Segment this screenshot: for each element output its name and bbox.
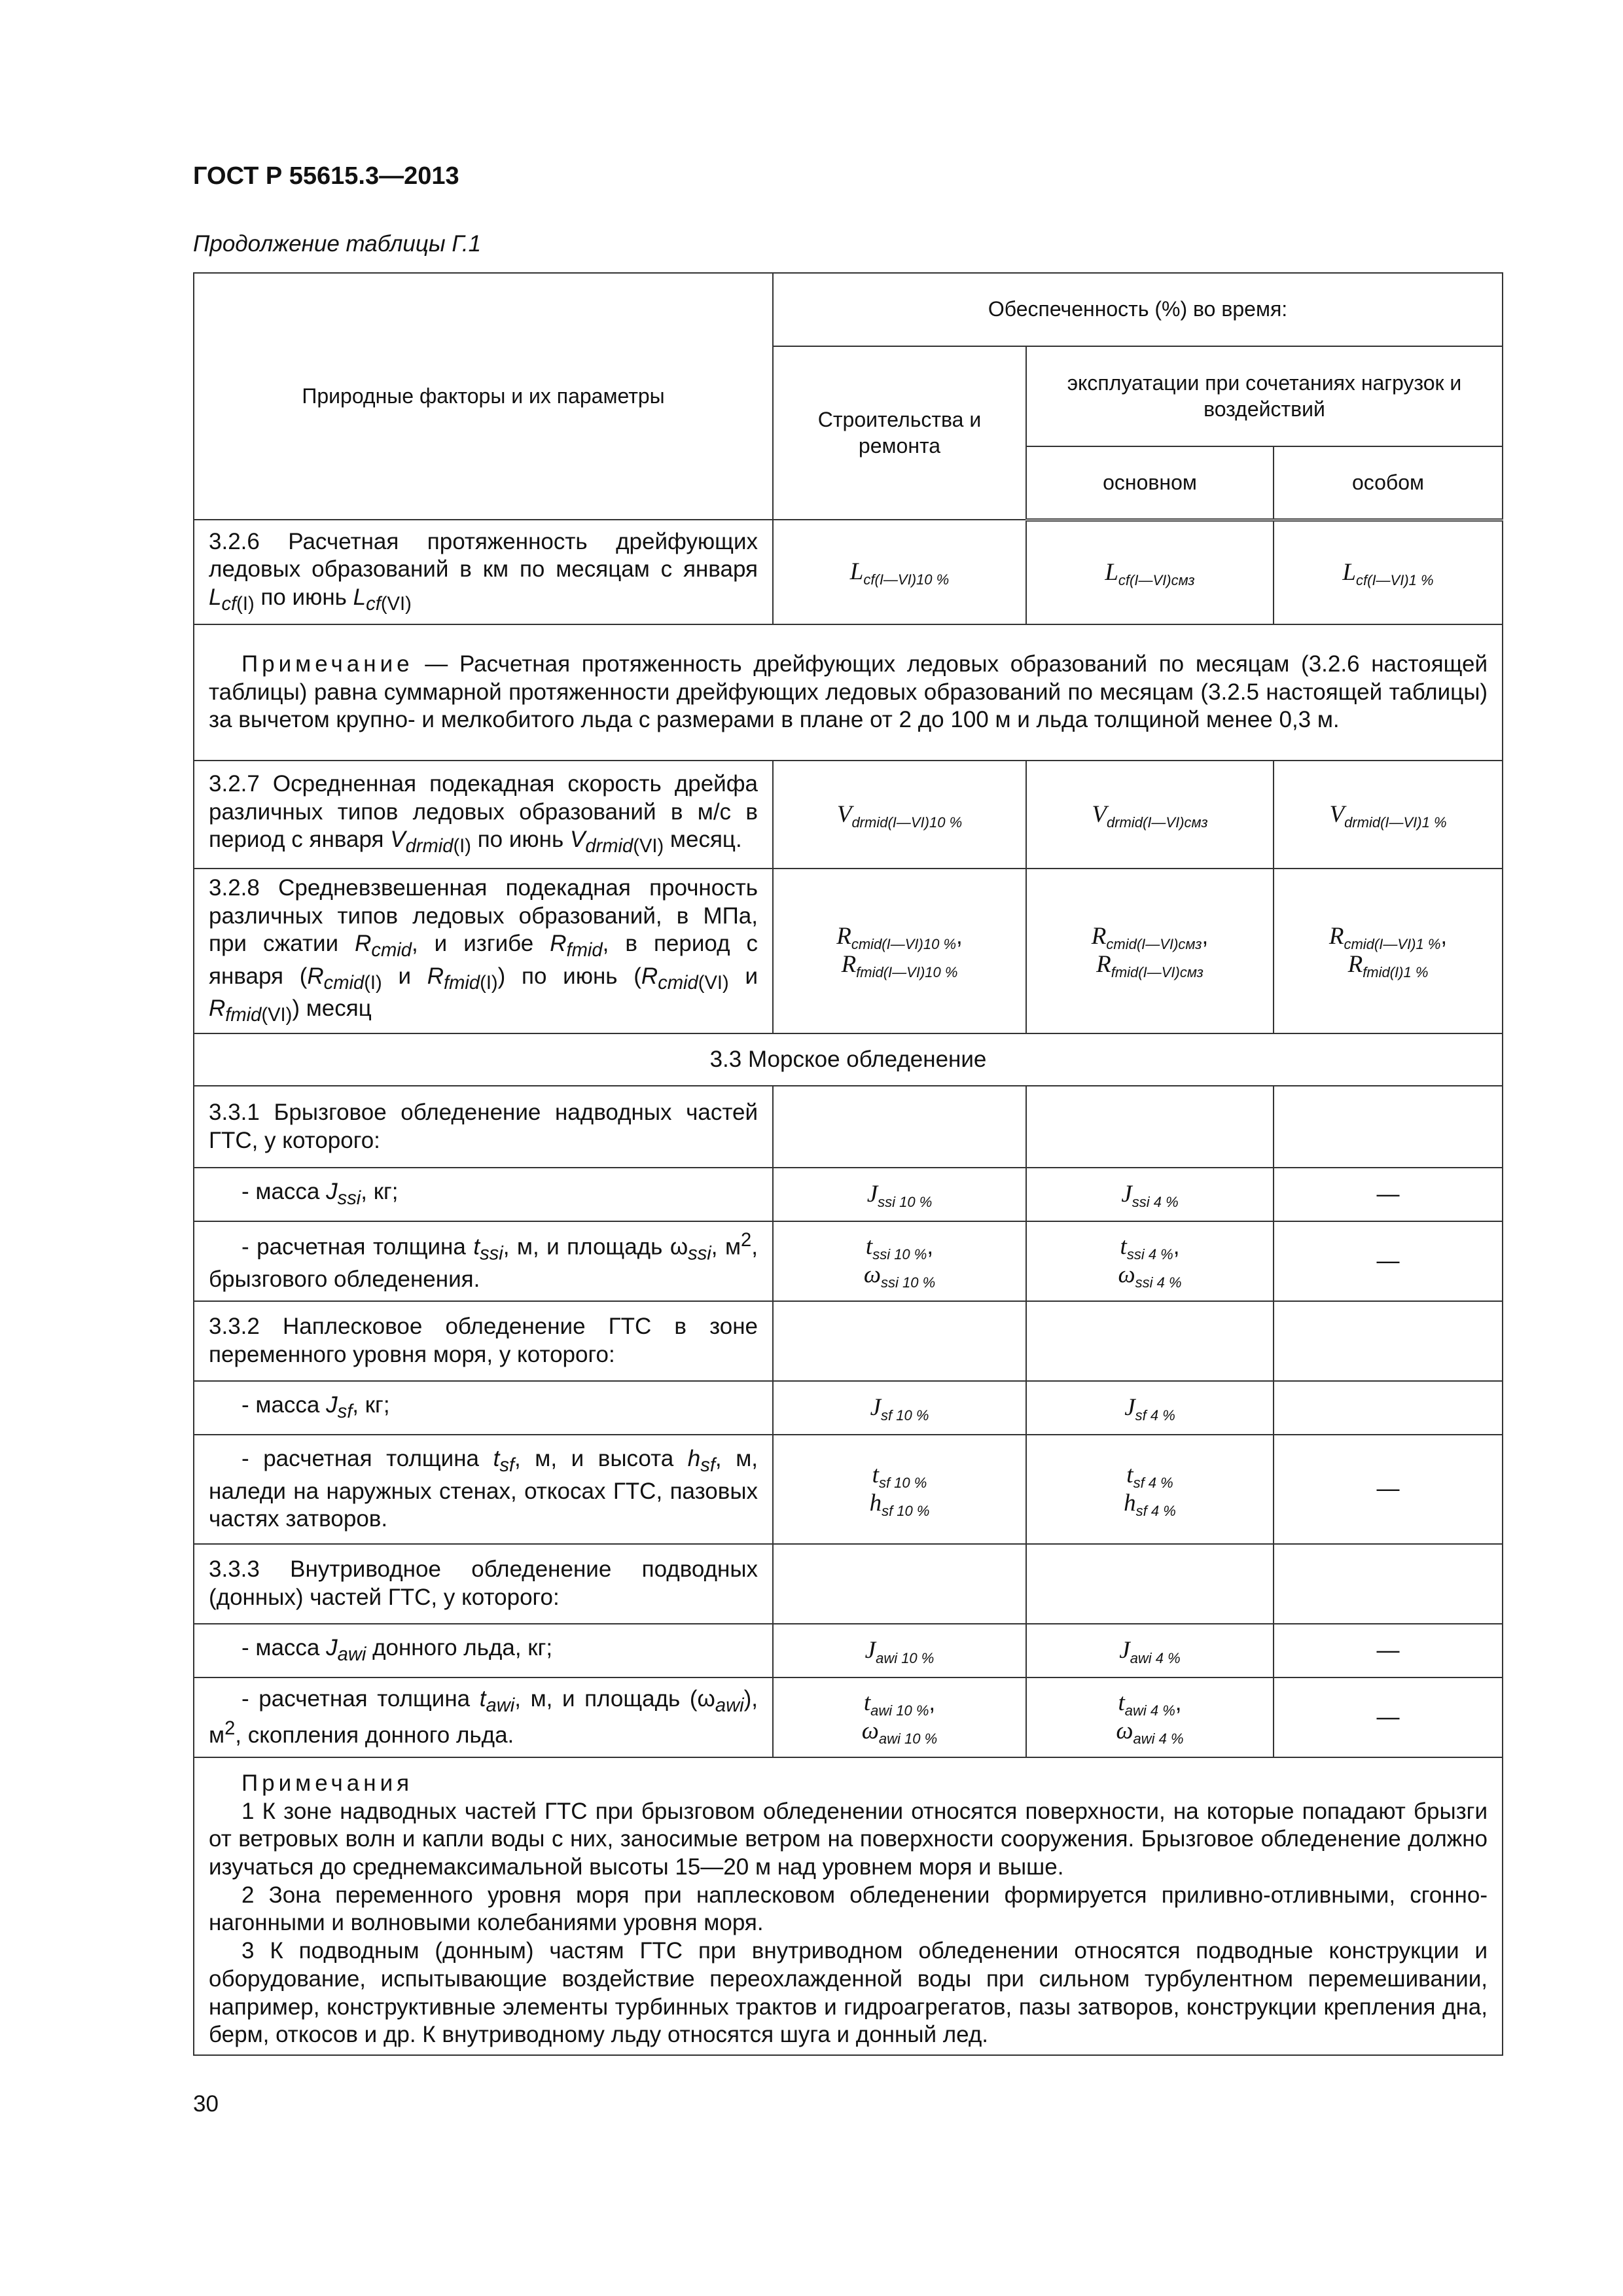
table-row <box>194 520 1503 624</box>
value-cell: — <box>1274 1435 1503 1544</box>
value-cell <box>1026 1544 1274 1624</box>
value-cell: — <box>1274 1221 1503 1301</box>
value-cell <box>1026 1301 1274 1381</box>
table-row <box>194 1677 1503 1757</box>
table-row <box>194 1435 1503 1544</box>
value-cell: $t_{sf 10 \%}$ $h_{sf 10 \%}$ <box>773 1435 1026 1544</box>
table-row <box>194 869 1503 1033</box>
value-cell: $t_{awi 10 \%}$, $\omega_{awi 10 \%}$ <box>773 1677 1026 1757</box>
value-cell: $J_{ssi 4 \%}$ <box>1026 1168 1274 1221</box>
value-cell: $J_{awi 10 \%}$ <box>773 1624 1026 1677</box>
table-g1 <box>193 272 1503 2056</box>
param-text: - расчетная толщина $t_{ssi}$, м, и площадь $\omega_{ssi}$, $м^2$, брызгового обледенения. <box>194 1221 773 1301</box>
value-cell <box>1274 1301 1503 1381</box>
document-title: ГОСТ Р 55615.3—2013 <box>193 162 459 190</box>
header-special: особом <box>1274 446 1503 520</box>
table-row <box>194 761 1503 869</box>
param-text: 3.2.6 Расчетная протяженность дрейфующих ледовых образований в км по месяцам с января $L_{cf(I)}$ по июнь $L_{cf(VI)}$ <box>194 520 773 624</box>
value-cell <box>1274 1381 1503 1435</box>
value-cell: $J_{sf 10 \%}$ <box>773 1381 1026 1435</box>
param-text: 3.2.8 Средневзвешенная подекадная прочность различных типов ледовых образований, в МПа, при сжатии $R_{cmid}$, и изгибе $R_{fmid}$, в период с января ($R_{cmid(I)}$ и $R_{fmid(I)}$) по июнь ($R_{cmid(VI)}$ и $R_{fmid(VI)}$) месяц <box>194 869 773 1033</box>
table-row <box>194 1624 1503 1677</box>
value-cell: $V_{drmid(I—VI)смз}$ <box>1026 761 1274 869</box>
value-cell: $t_{ssi 4 \%}$, $\omega_{ssi 4 \%}$ <box>1026 1221 1274 1301</box>
value-cell: $J_{awi 4 \%}$ <box>1026 1624 1274 1677</box>
param-text: 3.3.3 Внутриводное обледенение подводных (донных) частей ГТС, у которого: <box>194 1544 773 1624</box>
value-cell <box>773 1086 1026 1168</box>
value-cell: — <box>1274 1677 1503 1757</box>
value-cell: $R_{cmid(I—VI)1 \%}$, $R_{fmid(I)1 \%}$ <box>1274 869 1503 1033</box>
notes-title: Примечания <box>241 1770 414 1796</box>
notes-cell <box>194 1757 1503 2055</box>
table-row <box>194 1544 1503 1624</box>
table-continuation-label: Продолжение таблицы Г.1 <box>193 231 482 257</box>
value-cell: — <box>1274 1624 1503 1677</box>
value-cell <box>1274 1544 1503 1624</box>
value-cell: $L_{cf(I—VI)10 \%}$ <box>773 520 1026 624</box>
value-cell: $t_{sf 4 \%}$ $h_{sf 4 \%}$ <box>1026 1435 1274 1544</box>
param-text: - масса $J_{awi}$ донного льда, кг; <box>194 1624 773 1677</box>
param-text: - масса $J_{sf}$, кг; <box>194 1381 773 1435</box>
header-operation: эксплуатации при сочетаниях нагрузок и воздействий <box>1026 346 1503 446</box>
header-provision: Обеспеченность (%) во время: <box>773 273 1503 346</box>
value-cell: — <box>1274 1168 1503 1221</box>
note-3: 3 К подводным (донным) частям ГТС при внутриводном обледенении относятся подводные конструкции и оборудование, испытывающие воздействие переохлажденной воды при сильном турбулентном перемешивании, например, конструктивные элементы турбинных трактов и гидроагрегатов, пазы затворов, конструкции крепления дна, берм, откосов и др. К внутриводному льду относятся шуга и донный лед. <box>209 1938 1488 2048</box>
value-cell: $t_{awi 4 \%}$, $\omega_{awi 4 \%}$ <box>1026 1677 1274 1757</box>
header-factors: Природные факторы и их параметры <box>194 273 773 520</box>
value-cell: $V_{drmid(I—VI)1 \%}$ <box>1274 761 1503 869</box>
value-cell: $J_{ssi 10 \%}$ <box>773 1168 1026 1221</box>
param-text: - расчетная толщина $t_{awi}$, м, и площадь $(\omega_{awi})$, $м^2$, скопления донного льда. <box>194 1677 773 1757</box>
value-cell: $R_{cmid(I—VI)смз}$, $R_{fmid(I—VI)смз}$ <box>1026 869 1274 1033</box>
value-cell: $R_{cmid(I—VI)10 \%}$, $R_{fmid(I—VI)10 \%}$ <box>773 869 1026 1033</box>
param-text: 3.3.1 Брызговое обледенение надводных частей ГТС, у которого: <box>194 1086 773 1168</box>
value-cell: $t_{ssi 10 \%}$, $\omega_{ssi 10 \%}$ <box>773 1221 1026 1301</box>
value-cell: $L_{cf(I—VI)смз}$ <box>1026 520 1274 624</box>
value-cell: $V_{drmid(I—VI)10 \%}$ <box>773 761 1026 869</box>
table-row <box>194 1086 1503 1168</box>
value-cell <box>1274 1086 1503 1168</box>
param-text: 3.3.2 Наплесковое обледенение ГТС в зоне переменного уровня моря, у которого: <box>194 1301 773 1381</box>
table-row <box>194 1381 1503 1435</box>
page-number: 30 <box>193 2091 219 2117</box>
note-2: 2 Зона переменного уровня моря при наплесковом обледенении формируется приливно-отливными, сгонно-нагонными и волновыми колебаниями уровня моря. <box>209 1882 1488 1936</box>
table-row <box>194 1221 1503 1301</box>
header-basic: основном <box>1026 446 1274 520</box>
note-text: Примечание — Расчетная протяженность дрейфующих ледовых образований по месяцам (3.2.6 настоящей таблицы) равна суммарной протяженности дрейфующих ледовых образований по месяцам (3.2.5 настоящей таблицы) за вычетом крупно- и мелкобитого льда с размерами в плане от 2 до 100 м и льда толщиной менее 0,3 м. <box>194 624 1503 761</box>
header-construction: Строительства и ремонта <box>773 346 1026 520</box>
note-1: 1 К зоне надводных частей ГТС при брызговом обледенении относятся поверхности, на которые попадают брызги от ветровых волн и капли воды с них, заносимые ветром на поверхности сооружения. Брызговое обледенение должно изучаться до среднемаксимальной высоты 15—20 м над уровнем моря и выше. <box>209 1798 1488 1880</box>
param-text: - масса $J_{ssi}$, кг; <box>194 1168 773 1221</box>
value-cell <box>1026 1086 1274 1168</box>
param-text: - расчетная толщина $t_{sf}$, м, и высота $h_{sf}$, м, наледи на наружных стенах, откосах ГТС, пазовых частях затворов. <box>194 1435 773 1544</box>
value-cell: $J_{sf 4 \%}$ <box>1026 1381 1274 1435</box>
value-cell <box>773 1301 1026 1381</box>
table-row-notes <box>194 1757 1503 2055</box>
param-text: 3.2.7 Осредненная подекадная скорость дрейфа различных типов ледовых образований в м/с в период с января $V_{drmid(I)}$ по июнь $V_{drmid(VI)}$ месяц. <box>194 761 773 869</box>
value-cell <box>773 1544 1026 1624</box>
table-row-note <box>194 624 1503 761</box>
table-row <box>194 1168 1503 1221</box>
section-title: 3.3 Морское обледенение <box>194 1033 1503 1086</box>
value-cell: $L_{cf(I—VI)1 \%}$ <box>1274 520 1503 624</box>
section-row <box>194 1033 1503 1086</box>
table-row <box>194 1301 1503 1381</box>
